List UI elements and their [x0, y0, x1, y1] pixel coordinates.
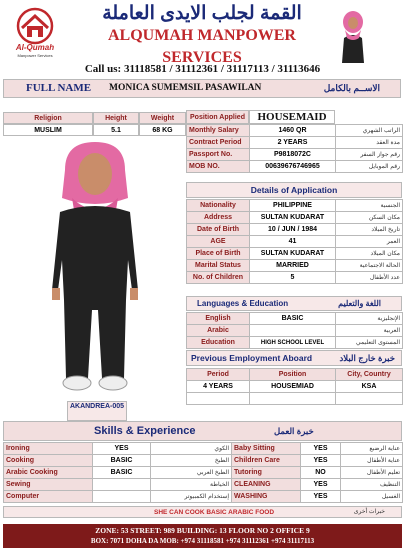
languages-table [186, 312, 403, 349]
detail-arabic: مكان السكن [336, 212, 403, 224]
skill-value: YES [301, 479, 341, 491]
language-arabic: المستوى التعليمي [336, 337, 403, 349]
employment-table [186, 368, 403, 405]
contract-table [186, 124, 403, 173]
skill-value: YES [301, 491, 341, 503]
name-row [3, 79, 401, 98]
weight-header: Weight [139, 112, 186, 124]
detail-row [187, 224, 403, 236]
skill-value [93, 479, 151, 491]
phone-numbers: 31118581 / 31112361 / 31117113 / 31113646 [123, 63, 321, 75]
employment-title-arabic: خبرة خارج البلاد [339, 353, 395, 363]
skill-label: Computer [4, 491, 93, 503]
detail-value: 5 [250, 272, 336, 284]
skills-title-arabic: خبرة العمل [274, 426, 314, 436]
footer-contact: BOX: 7071 DOHA DA MOB: +974 31118581 +974 31112361 +974 31117113 [90, 537, 315, 545]
call-label: Call us: [84, 63, 122, 75]
english-company-title: ALQUMAH MANPOWER SERVICES [108, 27, 296, 66]
employment-cell: KSA [336, 381, 403, 393]
contract-label: MOB NO. [187, 161, 250, 173]
detail-value: SULTAN KUDARAT [250, 248, 336, 260]
contract-arabic: رقم الموبايل [336, 161, 403, 173]
details-table [186, 199, 403, 284]
language-label: Arabic [187, 325, 250, 337]
contact-line [0, 63, 405, 75]
language-value: BASIC [250, 313, 336, 325]
detail-label: Place of Birth [187, 248, 250, 260]
languages-title: Languages & Education [197, 299, 289, 308]
detail-row [187, 260, 403, 272]
skill-arabic: الغسيل [341, 491, 403, 503]
detail-row [187, 236, 403, 248]
position-applied-label: Position Applied [186, 110, 249, 124]
full-name-label: FULL NAME [26, 82, 92, 94]
language-arabic: الإنجليزية [336, 313, 403, 325]
height-header: Height [93, 112, 139, 124]
logo-name: Al-Qumah [15, 43, 55, 52]
contract-label: Monthly Salary [187, 125, 250, 137]
skill-label: CLEANING [232, 479, 301, 491]
language-arabic: العربية [336, 325, 403, 337]
religion-header: Religion [3, 112, 93, 124]
religion-value: MUSLIM [3, 124, 93, 136]
detail-value: PHILIPPINE [250, 200, 336, 212]
skill-row [4, 443, 403, 455]
detail-row [187, 200, 403, 212]
contract-value: P9818072C [250, 149, 336, 161]
skills-table [3, 442, 403, 503]
languages-title-arabic: اللغة والتعليم [338, 299, 381, 308]
contract-arabic: رقم جواز السفر [336, 149, 403, 161]
language-row [187, 337, 403, 349]
employment-row [187, 393, 403, 405]
skill-arabic: التنظيف [341, 479, 403, 491]
detail-value: 41 [250, 236, 336, 248]
skill-label: Tutoring [232, 467, 301, 479]
logo-subtitle: Manpower Services [17, 53, 53, 58]
detail-row [187, 272, 403, 284]
skill-row [4, 491, 403, 503]
detail-row [187, 248, 403, 260]
detail-label: No. of Children [187, 272, 250, 284]
detail-value: SULTAN KUDARAT [250, 212, 336, 224]
language-row [187, 313, 403, 325]
language-value [250, 325, 336, 337]
contract-value: 00639676746965 [250, 161, 336, 173]
contract-arabic: مدة العقد [336, 137, 403, 149]
skills-header [3, 421, 402, 441]
language-row [187, 325, 403, 337]
detail-arabic: تاريخ الميلاد [336, 224, 403, 236]
contract-arabic: الراتب الشهري [336, 125, 403, 137]
skill-label: Sewing [4, 479, 93, 491]
skill-value: BASIC [93, 455, 151, 467]
languages-header [186, 296, 402, 311]
photo-caption-text: AKANDREA-005 [69, 403, 125, 410]
employment-header-row [187, 369, 403, 381]
applicant-photo [20, 140, 170, 398]
height-value: 5.1 [93, 124, 139, 136]
language-label: Education [187, 337, 250, 349]
employment-col-header: Position [250, 369, 336, 381]
skill-row [4, 467, 403, 479]
weight-value: 68 KG [139, 124, 186, 136]
skill-arabic: الكوي [151, 443, 232, 455]
skill-label: Baby Sitting [232, 443, 301, 455]
footer-address: ZONE: 53 STREET: 989 BUILDING: 13 FLOOR NO 2 OFFICE 9 [95, 526, 310, 535]
footer-bar [3, 524, 402, 548]
skill-label: WASHING [232, 491, 301, 503]
skill-label: Children Care [232, 455, 301, 467]
skill-arabic: الخياطة [151, 479, 232, 491]
skill-label: Ironing [4, 443, 93, 455]
header-photo [340, 8, 366, 63]
contract-row [187, 161, 403, 173]
skill-arabic: عناية الرضيع [341, 443, 403, 455]
detail-arabic: العمر [336, 236, 403, 248]
employment-row [187, 381, 403, 393]
skill-label: Cooking [4, 455, 93, 467]
detail-value: 10 / JUN / 1984 [250, 224, 336, 236]
skill-value: YES [301, 443, 341, 455]
contract-value: 2 YEARS [250, 137, 336, 149]
other-experience-arabic: خبرات أخرى [353, 509, 385, 515]
arabic-company-title: القمة لجلب الايدى العاملة [102, 3, 302, 24]
skill-value [93, 491, 151, 503]
skill-arabic: الطبخ [151, 455, 232, 467]
detail-arabic: عدد الأطفال [336, 272, 403, 284]
details-title: Details of Application [186, 182, 402, 198]
employment-cell: HOUSEMIAD [250, 381, 336, 393]
skill-arabic: الطبخ العربي [151, 467, 232, 479]
detail-label: Date of Birth [187, 224, 250, 236]
skill-value: YES [93, 443, 151, 455]
detail-value: MARRIED [250, 260, 336, 272]
detail-arabic: الحالة الاجتماعية [336, 260, 403, 272]
skill-value: BASIC [93, 467, 151, 479]
full-name-value: MONICA SUMEMSIL PASAWILAN [109, 83, 262, 93]
contract-row [187, 125, 403, 137]
detail-row [187, 212, 403, 224]
employment-cell: 4 YEARS [187, 381, 250, 393]
other-experience-row [3, 506, 402, 518]
employment-col-header: Period [187, 369, 250, 381]
other-experience-note: SHE CAN COOK BASIC ARABIC FOOD [154, 509, 275, 516]
language-value: HIGH SCHOOL LEVEL [250, 337, 336, 349]
detail-arabic: مكان الميلاد [336, 248, 403, 260]
contract-label: Passport No. [187, 149, 250, 161]
skill-arabic: عناية الأطفال [341, 455, 403, 467]
skill-value: NO [301, 467, 341, 479]
detail-arabic: الجنسية [336, 200, 403, 212]
contract-row [187, 149, 403, 161]
employment-title: Previous Employment Aboard [191, 353, 313, 363]
position-applied-value: HOUSEMAID [249, 110, 335, 124]
skill-arabic: إستخدام الكمبيوتر [151, 491, 232, 503]
full-name-arabic: الاســم بالكامل [323, 83, 380, 93]
skill-row [4, 479, 403, 491]
skills-title: Skills & Experience [94, 425, 196, 437]
detail-label: Address [187, 212, 250, 224]
company-logo [6, 4, 64, 62]
skill-arabic: تعليم الأطفال [341, 467, 403, 479]
contract-value: 1460 QR [250, 125, 336, 137]
contract-label: Contract Period [187, 137, 250, 149]
language-label: English [187, 313, 250, 325]
detail-label: Marital Status [187, 260, 250, 272]
employment-col-header: City, Country [336, 369, 403, 381]
skill-row [4, 455, 403, 467]
skill-value: YES [301, 455, 341, 467]
contract-row [187, 137, 403, 149]
employment-header [186, 350, 402, 366]
skill-label: Arabic Cooking [4, 467, 93, 479]
detail-label: Nationality [187, 200, 250, 212]
detail-label: AGE [187, 236, 250, 248]
